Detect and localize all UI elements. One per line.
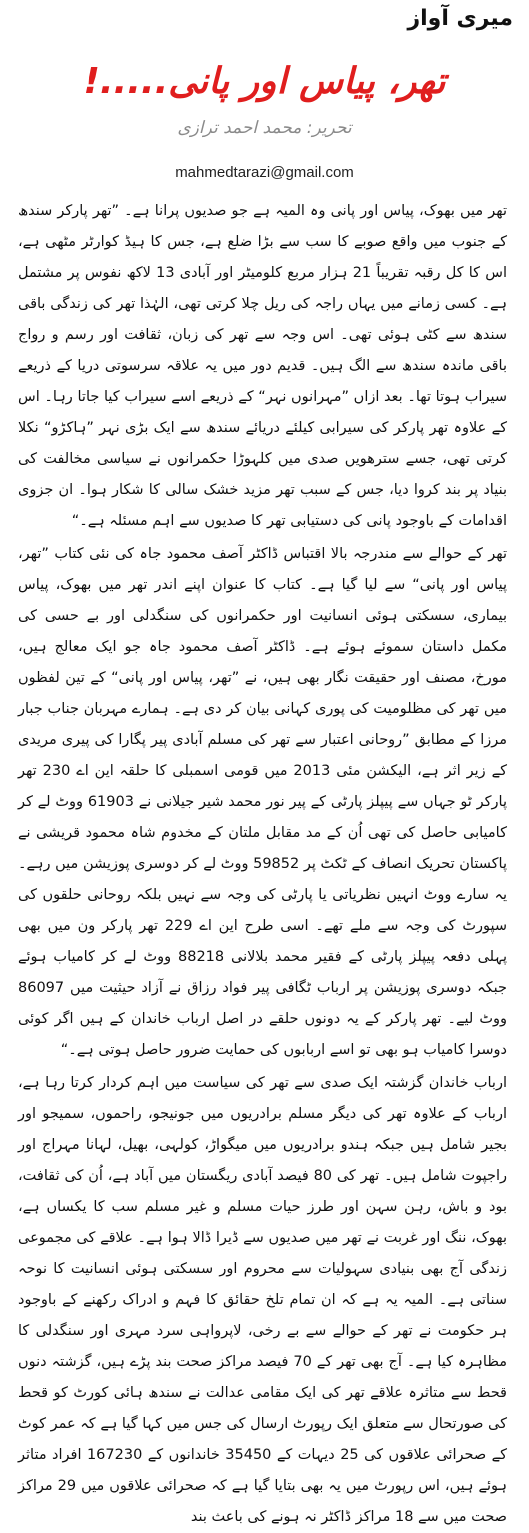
article-headline: تھر، پیاس اور پانی.....! — [83, 61, 446, 102]
author-email[interactable]: mahmedtarazi@gmail.com — [175, 164, 354, 181]
author-byline: تحریر: محمد احمد ترازی — [177, 118, 352, 138]
article-body — [18, 196, 508, 1525]
article-paragraph: ارباب خاندان گزشتہ ایک صدی سے تھر کی سیاست میں اہم کردار کرتا رہا ہے، ارباب کے علاوہ تھر کی دیگر مسلم برادریوں میں جونیجو، راحموں، سمیجو اور بجیر شامل ہیں جبکہ ہندو برادریوں میں میگواڑ، کولہی، بھیل، لہانا مہراج اور راجپوت شامل ہیں۔ تھر کی 80 فیصد آبادی ریگستان میں آباد ہے، اُن کی ثقافت، بود و باش، رہن سہن اور طرز حیات مسلم و غیر مسلم سب کا یکساں ہے، بھوک، ننگ اور غربت نے تھر میں صدیوں سے ڈیرا ڈالا ہوا ہے۔ علاقے کی مجموعی زندگی آج بھی بنیادی سہولیات سے محروم اور سسکتی ہوئی انسانیت کا نوحہ سناتی ہے۔ المیہ یہ ہے کہ ان تمام تلخ حقائق کا فہم و ادراک رکھنے کے باوجود ہر حکومت نے تھر کے حوالے سے بے رخی، لاپرواہی سرد مہری اور سنگدلی کا مظاہرہ کیا ہے۔ آج بھی تھر کے 70 فیصد مراکز صحت بند پڑے ہیں، گزشتہ دنوں قحط سے متاثرہ علاقے تھر کی ایک مقامی عدالت نے سندھ ہائی کورٹ کو قحط کی صورتحال سے متعلق ایک رپورٹ ارسال کی جس میں کہا گیا ہے کہ عمر کوٹ کے صحرائی علاقوں کی 25 دیہات کے 35450 خاندانوں کے 167230 افراد متاثر ہوئے ہیں، اس رپورٹ میں یہ بھی بتایا گیا ہے کہ صحرائی علاقوں میں 29 مراکز صحت میں سے 18 مراکز ڈاکٹر نہ ہونے کی باعث بند — [18, 1075, 507, 1525]
column-label: میری آواز — [407, 6, 513, 31]
article-paragraph: تھر کے حوالے سے مندرجہ بالا اقتباس ڈاکٹر آصف محمود جاہ کی نئی کتاب ”تھر، پیاس اور پانی“ سے لیا گیا ہے۔ کتاب کا عنوان اپنے اندر تھر میں بھوک، پیاس بیماری، سسکتی ہوئی انسانیت اور حکمرانوں کی سنگدلی اور بے حسی کی مکمل داستان سموئے ہوئے ہے۔ ڈاکٹر آصف محمود جاہ جو ایک معالج ہیں، مورخ، مصنف اور حقیقت نگار بھی ہیں، نے ”تھر، پیاس اور پانی“ کے تین لفظوں میں تھر کی مظلومیت کی پوری کہانی بیان کر دی ہے۔ ہمارے مہربان جناب جبار مرزا کے مطابق ”روحانی اعتبار سے تھر کی مسلم آبادی پیر پگارا کی پیری مریدی کے زیر اثر ہے، الیکشن مئی 2013 میں قومی اسمبلی کا حلقہ این اے 230 تھر پارکر ٹو جہاں سے پیپلز پارٹی کے پیر نور محمد شیر جیلانی نے 61903 ووٹ لے کر کامیابی حاصل کی تھی اُن کے مد مقابل ملتان کے مخدوم شاہ محمود قریشی نے پاکستان تحریک انصاف کے ٹکٹ پر 59852 ووٹ لے کر دوسری پوزیشن میں رہے۔ یہ سارے ووٹ انہیں نظریاتی یا پارٹی کی وجہ سے نہیں بلکہ روحانی حلقوں کی سپورٹ کی وجہ سے ملے تھے۔ اسی طرح این اے 229 تھر پارکر ون میں بھی پہلی دفعہ پیپلز پارٹی کے فقیر محمد بلالانی 88218 ووٹ لے کر کامیاب ہوئے جبکہ دوسری پوزیشن پر ارباب ٹگافی پیر فواد رزاق نے آزاد حیثیت میں 86097 ووٹ لیے۔ تھر پارکر کے یہ دونوں حلقے در اصل ارباب خاندان کے ہیں اگر کوئی دوسرا کامیاب ہو بھی تو اسے اربابوں کی حمایت ضرور حاصل ہوتی ہے۔“ — [18, 546, 508, 1058]
article-paragraph: تھر میں بھوک، پیاس اور پانی وہ المیہ ہے جو صدیوں پرانا ہے۔ ”تھر پارکر سندھ کے جنوب میں واقع صوبے کا سب سے بڑا ضلع ہے، جس کا ہیڈ کوارٹر مٹھی ہے، اس کا کل رقبہ تقریباً 21 ہزار مربع کلومیٹر اور آبادی 13 لاکھ نفوس پر مشتمل ہے۔ کسی زمانے میں یہاں راجہ کی ریل چلا کرتی تھی، الہٰذا تھر کی زندگی باقی سندھ سے کٹی ہوئی تھی۔ اس وجہ سے تھر کی زبان، ثقافت اور رسم و رواج باقی ماندہ سندھ سے الگ ہیں۔ قدیم دور میں یہ علاقہ سرسوتی دریا کے ذریعے سیراب ہوتا تھا۔ بعد ازاں ”مہرانوں نہر“ کے ذریعے اسے سیراب کیا جاتا رہا۔ اس کے علاوہ تھر پارکر کی سیرابی کیلئے دریائے سندھ سے ایک بڑی نہر ”ہاکڑو“ نکلا کرتی تھی، جسے سترھویں صدی میں کلہوڑا حکمرانوں نے سیاسی مخالفت کی بنیاد پر بند کروا دیا، جس کے سبب تھر مزید خشک سالی کا شکار ہوا۔ ان جزوی اقدامات کے باوجود پانی کی دستیابی تھر کا صدیوں سے اہم مسئلہ ہے۔“ — [18, 203, 507, 529]
